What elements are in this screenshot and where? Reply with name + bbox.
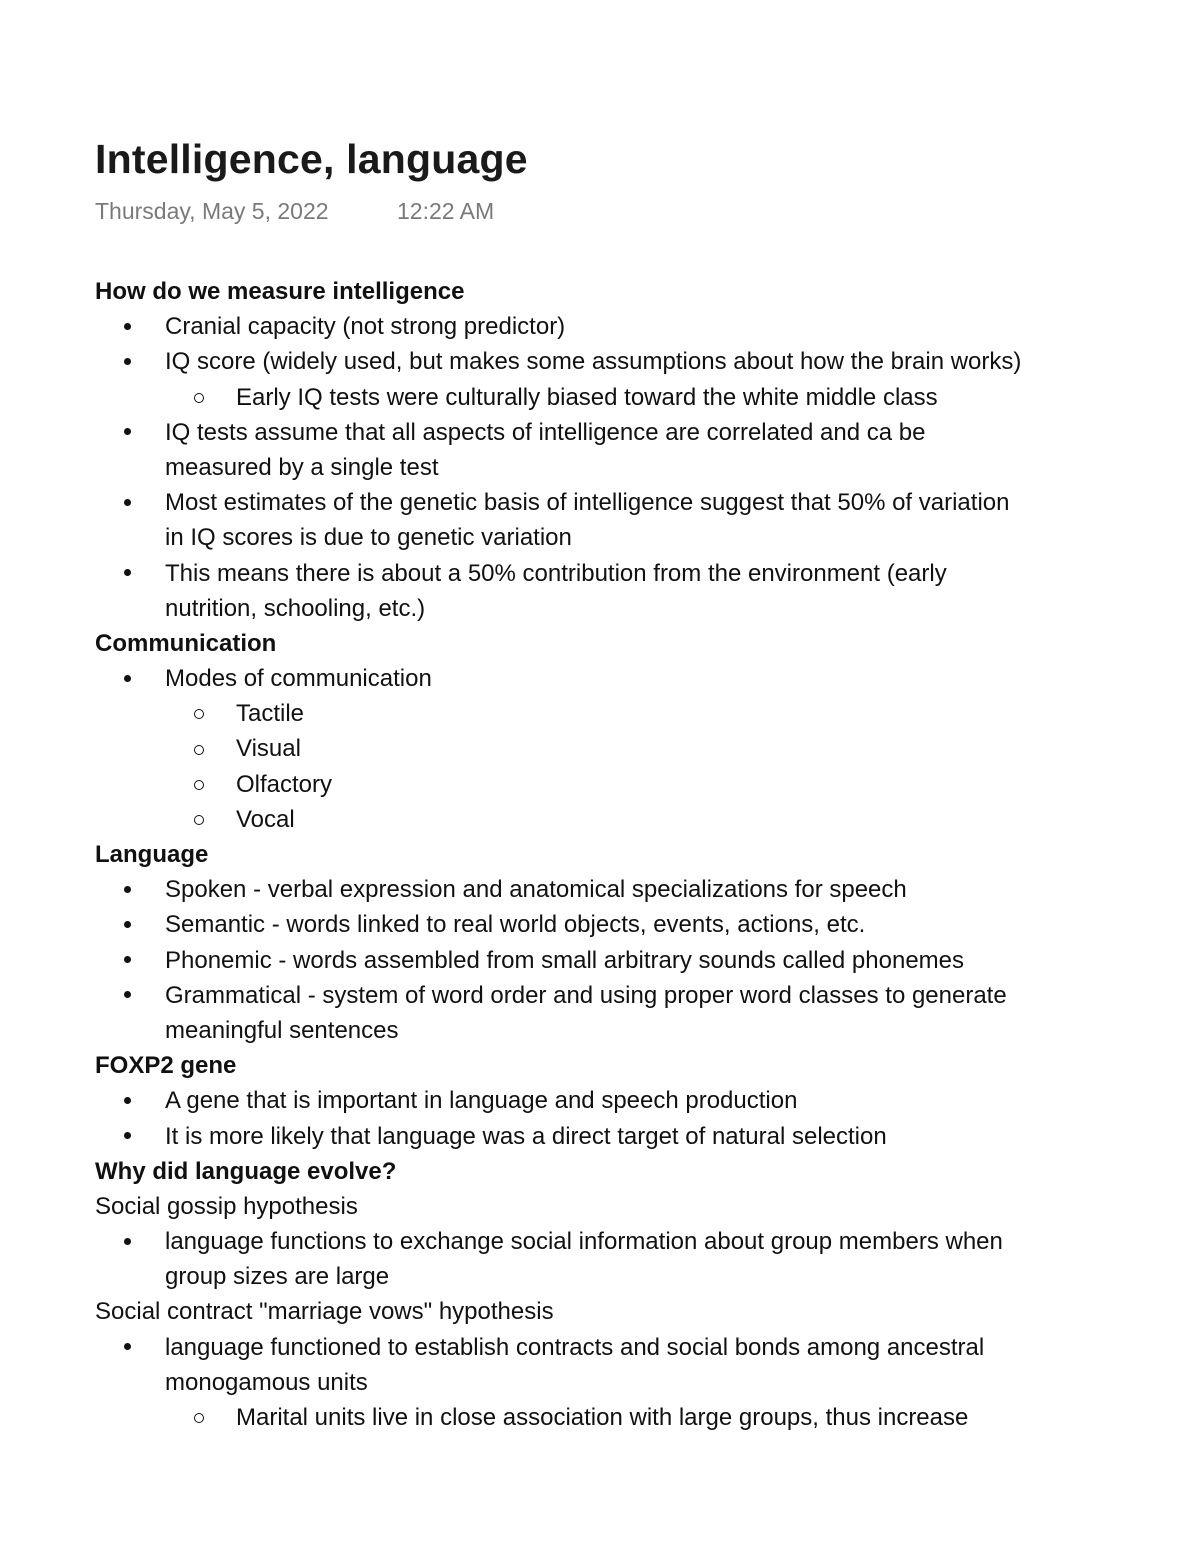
bullet-continuation: [95, 450, 1135, 485]
bullet-item: [95, 1083, 1135, 1118]
bullet-dot-icon: [117, 1083, 137, 1118]
section-heading: [95, 1154, 1135, 1189]
line-text: This means there is about a 50% contribution from the environment (early: [165, 559, 947, 587]
sub-bullet-item: [95, 767, 1135, 802]
line-text: monogamous units: [165, 1368, 368, 1396]
bullet-item: [95, 556, 1135, 591]
line-text: Communication: [95, 629, 277, 657]
line-text: Marital units live in close association with large groups, thus increase: [236, 1404, 969, 1431]
sub-bullet-item: [95, 802, 1135, 837]
bullet-circle-icon: [189, 696, 209, 731]
line-text: Olfactory: [236, 770, 333, 798]
line-text: Modes of communication: [165, 665, 432, 693]
bullet-dot-icon: [117, 1119, 137, 1154]
bullet-dot-icon: [117, 1224, 137, 1259]
bullet-dot-icon: [117, 907, 137, 942]
line-text: Why did language evolve?: [95, 1157, 397, 1185]
line-text: nutrition, schooling, etc.): [165, 594, 426, 622]
section-heading: [95, 837, 1135, 872]
sub-bullet-item: [95, 696, 1135, 731]
bullet-dot-icon: [117, 556, 137, 591]
bullet-continuation: [95, 1365, 1135, 1400]
sub-bullet-item: [95, 1400, 1135, 1435]
section-heading: [95, 1048, 1135, 1083]
line-text: meaningful sentences: [165, 1016, 399, 1044]
bullet-dot-icon: [117, 309, 137, 344]
bullet-dot-icon: [117, 872, 137, 907]
line-text: IQ tests assume that all aspects of intelligence are correlated and ca be: [165, 418, 926, 446]
note-dateline: [95, 194, 1135, 228]
bullet-item: [95, 1119, 1135, 1154]
bullet-item: [95, 485, 1135, 520]
bullet-dot-icon: [117, 344, 137, 379]
bullet-continuation: [95, 591, 1135, 626]
bullet-item: [95, 661, 1135, 696]
line-text: Social contract "marriage vows" hypothesis: [95, 1298, 554, 1326]
plain-text-line: [95, 1189, 1135, 1224]
bullet-item: [95, 872, 1135, 907]
bullet-item: [95, 309, 1135, 344]
bullet-circle-icon: [189, 731, 209, 766]
sub-bullet-item: [95, 731, 1135, 766]
line-text: Vocal: [236, 805, 295, 833]
bullet-dot-icon: [117, 943, 137, 978]
bullet-dot-icon: [117, 978, 137, 1013]
bullet-circle-icon: [189, 1400, 209, 1435]
line-text: Phonemic - words assembled from small arbitrary sounds called phonemes: [165, 946, 965, 974]
bullet-dot-icon: [117, 415, 137, 450]
bullet-dot-icon: [117, 485, 137, 520]
note-body: [95, 274, 1135, 1435]
bullet-continuation: [95, 1013, 1135, 1048]
line-text: Social gossip hypothesis: [95, 1192, 358, 1220]
line-text: Language: [95, 841, 209, 868]
section-heading: [95, 626, 1135, 661]
line-text: group sizes are large: [165, 1263, 390, 1291]
bullet-dot-icon: [117, 1330, 137, 1365]
sub-bullet-item: [95, 380, 1135, 415]
bullet-continuation: [95, 520, 1135, 555]
line-text: in IQ scores is due to genetic variation: [165, 524, 572, 552]
line-text: Most estimates of the genetic basis of intelligence suggest that 50% of variation: [165, 489, 1010, 517]
bullet-item: [95, 1330, 1135, 1365]
plain-text-line: [95, 1294, 1135, 1329]
note-title: Intelligence, language: [95, 136, 528, 182]
line-text: Early IQ tests were culturally biased toward the white middle class: [236, 383, 938, 411]
bullet-dot-icon: [117, 661, 137, 696]
line-text: measured by a single test: [165, 453, 439, 481]
section-heading: [95, 274, 1135, 309]
bullet-item: [95, 978, 1135, 1013]
bullet-item: [95, 344, 1135, 379]
bullet-item: [95, 1224, 1135, 1259]
line-text: Tactile: [236, 700, 305, 728]
line-text: How do we measure intelligence: [95, 278, 465, 305]
line-text: FOXP2 gene: [95, 1052, 237, 1080]
line-text: Cranial capacity (not strong predictor): [165, 313, 566, 341]
line-text: It is more likely that language was a direct target of natural selection: [165, 1122, 887, 1150]
bullet-item: [95, 415, 1135, 450]
bullet-circle-icon: [189, 802, 209, 837]
line-text: language functions to exchange social information about group members when: [165, 1228, 1003, 1256]
note-time: 12:22 AM: [397, 198, 495, 224]
note-date: Thursday, May 5, 2022: [95, 198, 329, 224]
line-text: language functioned to establish contracts and social bonds among ancestral: [165, 1333, 985, 1361]
line-text: Spoken - verbal expression and anatomical specializations for speech: [165, 876, 907, 904]
line-text: Visual: [236, 735, 301, 763]
bullet-circle-icon: [189, 380, 209, 415]
line-text: IQ score (widely used, but makes some assumptions about how the brain works): [165, 348, 1022, 376]
bullet-item: [95, 943, 1135, 978]
note-page: [95, 128, 1135, 1435]
bullet-circle-icon: [189, 767, 209, 802]
bullet-continuation: [95, 1259, 1135, 1294]
line-text: A gene that is important in language and speech production: [165, 1087, 798, 1115]
line-text: Grammatical - system of word order and using proper word classes to generate: [165, 981, 1007, 1009]
line-text: Semantic - words linked to real world objects, events, actions, etc.: [165, 911, 866, 939]
bullet-item: [95, 907, 1135, 942]
